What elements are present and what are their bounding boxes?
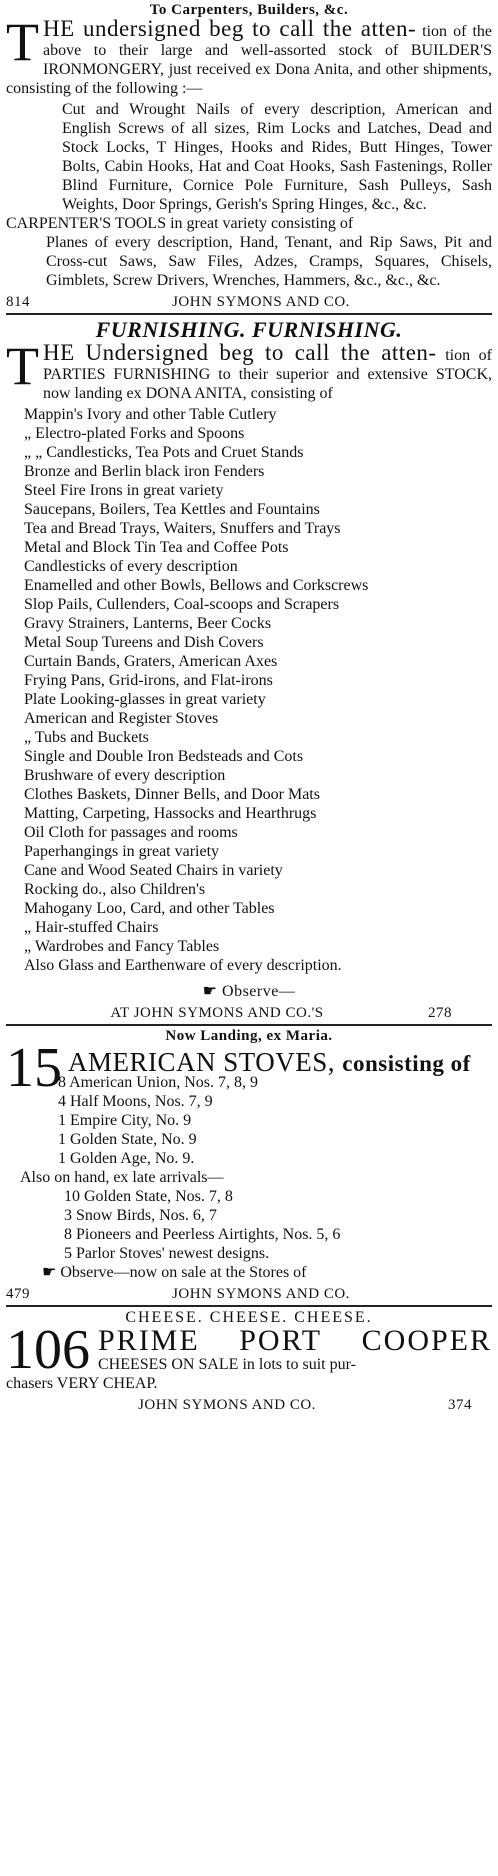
list-item: Bronze and Berlin black iron Fenders [24, 463, 265, 480]
observe-line [6, 981, 492, 1001]
list-item: Mappin's Ivory and other Table Cutlery [24, 406, 277, 423]
ad-heading: To Carpenters, Builders, &c. [149, 2, 349, 18]
ad-signature: JOHN SYMONS AND CO. [172, 294, 350, 310]
list-item: „ Electro-plated Forks and Spoons [24, 425, 245, 442]
observe-note: ☛ Observe— [202, 983, 296, 1000]
list-item: Plate Looking-glasses in great variety [24, 691, 266, 708]
list-item: Saucepans, Boilers, Tea Kettles and Fountains [24, 501, 320, 518]
cheese-line: CHEESES ON SALE in lots to suit pur- [98, 1356, 356, 1373]
cheese-title [98, 1324, 492, 1357]
tools-lead: CARPENTER'S TOOLS in great variety consisting of [6, 215, 354, 232]
divider [6, 313, 492, 315]
list-item: Clothes Baskets, Dinner Bells, and Door Mats [24, 786, 320, 803]
ad-footer [6, 294, 492, 311]
drop-cap: T [6, 336, 39, 396]
list-item: 1 Golden State, No. 9 [58, 1131, 197, 1148]
list-item: Metal Soup Tureens and Dish Covers [24, 634, 264, 651]
observe-note: ☛ Observe—now on sale at the Stores of [42, 1264, 307, 1281]
list-item: Cane and Wood Seated Chairs in variety [24, 862, 283, 879]
ad-intro [6, 12, 493, 98]
ad-heading: FURNISHING. FURNISHING. [95, 317, 403, 342]
list-item: 1 Golden Age, No. 9. [58, 1150, 195, 1167]
american-stoves-ad [6, 1028, 492, 1303]
ad-number: 374 [448, 1397, 472, 1413]
intro-rest: tion of the above to their large and well-assorted stock of BUILDER'S IRONMONGERY, just received ex Dona Anita, and other shipments, consisting of the following :— [6, 23, 493, 97]
list-item: „ Hair-stuffed Chairs [24, 919, 159, 936]
tools-list: Planes of every description, Hand, Tenant, and Rip Saws, Pit and Cross-cut Saws, Saw Files, Adzes, Cramps, Squares, Chisels, Gimblets, Screw Drivers, Wrenches, Hammers, &c., &c., &c. [46, 234, 492, 289]
list-item: 10 Golden State, Nos. 7, 8 [64, 1188, 233, 1205]
divider [6, 1305, 492, 1307]
list-item: 5 Parlor Stoves' newest designs. [64, 1245, 270, 1262]
intro-lead: HE Undersigned beg to call the atten- [43, 340, 437, 365]
big-number: 15 [6, 1037, 62, 1099]
ad-footer [6, 1286, 492, 1303]
list-item: Tea and Bread Trays, Waiters, Snuffers and Trays [24, 520, 341, 537]
title-word: PRIME [98, 1324, 200, 1357]
list-item: American and Register Stoves [24, 710, 219, 727]
furnishing-items [6, 405, 492, 975]
cheese-ad [6, 1309, 492, 1414]
cheese-line: chasers VERY CHEAP. [6, 1375, 158, 1392]
ad-heading: CHEESE. CHEESE. CHEESE. [125, 1309, 373, 1326]
title-word: COOPER [361, 1324, 492, 1357]
list-item: „ Wardrobes and Fancy Tables [24, 938, 220, 955]
list-item: „ „ Candlesticks, Tea Pots and Cruet Stands [24, 444, 304, 461]
builders-ironmongery-ad [6, 0, 492, 311]
ad-number: 814 [6, 294, 30, 310]
stove-list-arrivals [6, 1187, 492, 1263]
list-item: Brushware of every description [24, 767, 226, 784]
cheese-title-row [6, 1319, 492, 1381]
also-on-hand: Also on hand, ex late arrivals— [20, 1169, 224, 1186]
list-item: Frying Pans, Grid-irons, and Flat-irons [24, 672, 273, 689]
list-item: Single and Double Iron Bedsteads and Cots [24, 748, 304, 765]
list-item: Oil Cloth for passages and rooms [24, 824, 238, 841]
stove-list [6, 1073, 492, 1168]
furnishing-ad [6, 317, 492, 1022]
list-item: Candlesticks of every description [24, 558, 238, 575]
list-item: 8 Pioneers and Peerless Airtights, Nos. 5, 6 [64, 1226, 341, 1243]
list-item: Paperhangings in great variety [24, 843, 220, 860]
ad-signature: JOHN SYMONS AND CO. [172, 1286, 350, 1302]
ad-signature: AT JOHN SYMONS AND CO.'S [110, 1005, 324, 1021]
ad-number: 479 [6, 1286, 30, 1302]
divider [6, 1024, 492, 1026]
drop-cap: T [6, 12, 39, 72]
list-item: Metal and Block Tin Tea and Coffee Pots [24, 539, 289, 556]
list-item: 1 Empire City, No. 9 [58, 1112, 192, 1129]
intro-lead: HE undersigned beg to call the atten- [43, 16, 417, 41]
list-item: Also Glass and Earthenware of every description. [24, 957, 342, 974]
ad-signature: JOHN SYMONS AND CO. [138, 1397, 316, 1413]
list-item: 3 Snow Birds, Nos. 6, 7 [64, 1207, 217, 1224]
list-item: Steel Fire Irons in great variety [24, 482, 224, 499]
ad-footer [6, 1005, 492, 1022]
title-word: PORT [239, 1324, 323, 1357]
list-item: Matting, Carpeting, Hassocks and Hearthrugs [24, 805, 317, 822]
big-number: 106 [6, 1319, 90, 1381]
list-item: Mahogany Loo, Card, and other Tables [24, 900, 275, 917]
ad-footer [6, 1397, 492, 1414]
list-item: Rocking do., also Children's [24, 881, 206, 898]
list-item: Enamelled and other Bowls, Bellows and Corkscrews [24, 577, 369, 594]
ironmongery-list: Cut and Wrought Nails of every description, American and English Screws of all sizes, Rim Locks and Latches, Dead and Stock Locks, T Hinges, Hooks and Rides, Butt Hinges, Tower Bolts, Cabin Hooks, Hat and Coat Hooks, Sash Fastenings, Roller Blind Furniture, Cornice Pole Furniture, Sash Pulleys, Sash Weights, Door Springs, Gerish's Spring Hinges, &c., &c. [62, 101, 492, 213]
list-item: 8 American Union, Nos. 7, 8, 9 [58, 1074, 258, 1091]
list-item: 4 Half Moons, Nos. 7, 9 [58, 1093, 213, 1110]
list-item: „ Tubs and Buckets [24, 729, 149, 746]
ad-intro [6, 336, 493, 403]
intro-rest: tion of PARTIES FURNISHING to their superior and extensive STOCK, now landing ex DONA ANITA, consisting of [43, 347, 493, 402]
list-item: Slop Pails, Cullenders, Coal-scoops and Scrapers [24, 596, 340, 613]
list-item: Gravy Strainers, Lanterns, Beer Cocks [24, 615, 272, 632]
stoves-title-suffix: consisting of [342, 1051, 471, 1076]
ad-number: 278 [428, 1005, 452, 1021]
stoves-title: AMERICAN STOVES, [68, 1047, 336, 1077]
ad-heading: Now Landing, ex Maria. [165, 1028, 333, 1044]
list-item: Curtain Bands, Graters, American Axes [24, 653, 278, 670]
